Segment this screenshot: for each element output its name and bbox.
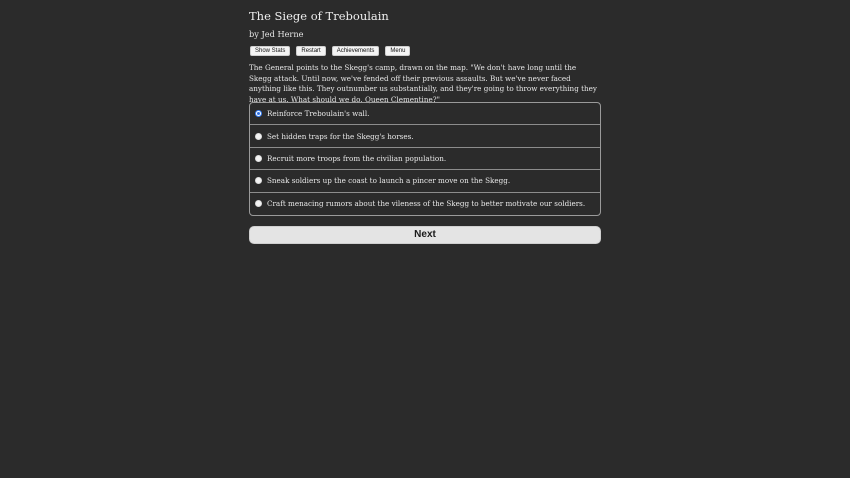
next-button[interactable]: Next [249,226,601,244]
restart-button[interactable]: Restart [296,46,325,56]
choice-option-2[interactable] [250,125,600,147]
choice-option-4[interactable] [250,170,600,192]
radio-icon[interactable] [255,133,262,140]
choice-label: Sneak soldiers up the coast to launch a pincer move on the Skegg. [267,176,511,186]
choice-label: Recruit more troops from the civilian population. [267,153,447,163]
radio-icon[interactable] [255,200,262,207]
radio-icon[interactable] [255,177,262,184]
choice-label: Craft menacing rumors about the vileness of the Skegg to better motivate our soldiers. [267,199,586,209]
choice-label: Set hidden traps for the Skegg's horses. [267,131,414,141]
game-author: by Jed Herne [249,29,304,39]
menu-button[interactable]: Menu [385,46,410,56]
choice-option-3[interactable] [250,148,600,170]
radio-selected-icon[interactable] [255,110,262,117]
choice-option-5[interactable] [250,193,600,215]
story-passage: The General points to the Skegg's camp, drawn on the map. "We don't have long until the Skegg attack. Until now, we've fended off their previous assaults. But we've never faced anything like this. They outnumber us substantially, and they're going to throw everything they have at us. What should we do, Queen Clementine?" [249,63,597,104]
game-title: The Siege of Treboulain [249,9,389,23]
show-stats-button[interactable]: Show Stats [250,46,290,56]
radio-icon[interactable] [255,155,262,162]
toolbar [250,46,410,56]
choice-label: Reinforce Treboulain's wall. [267,109,370,119]
choice-list [249,102,601,216]
choice-option-1[interactable] [250,103,600,125]
achievements-button[interactable]: Achievements [332,46,380,56]
